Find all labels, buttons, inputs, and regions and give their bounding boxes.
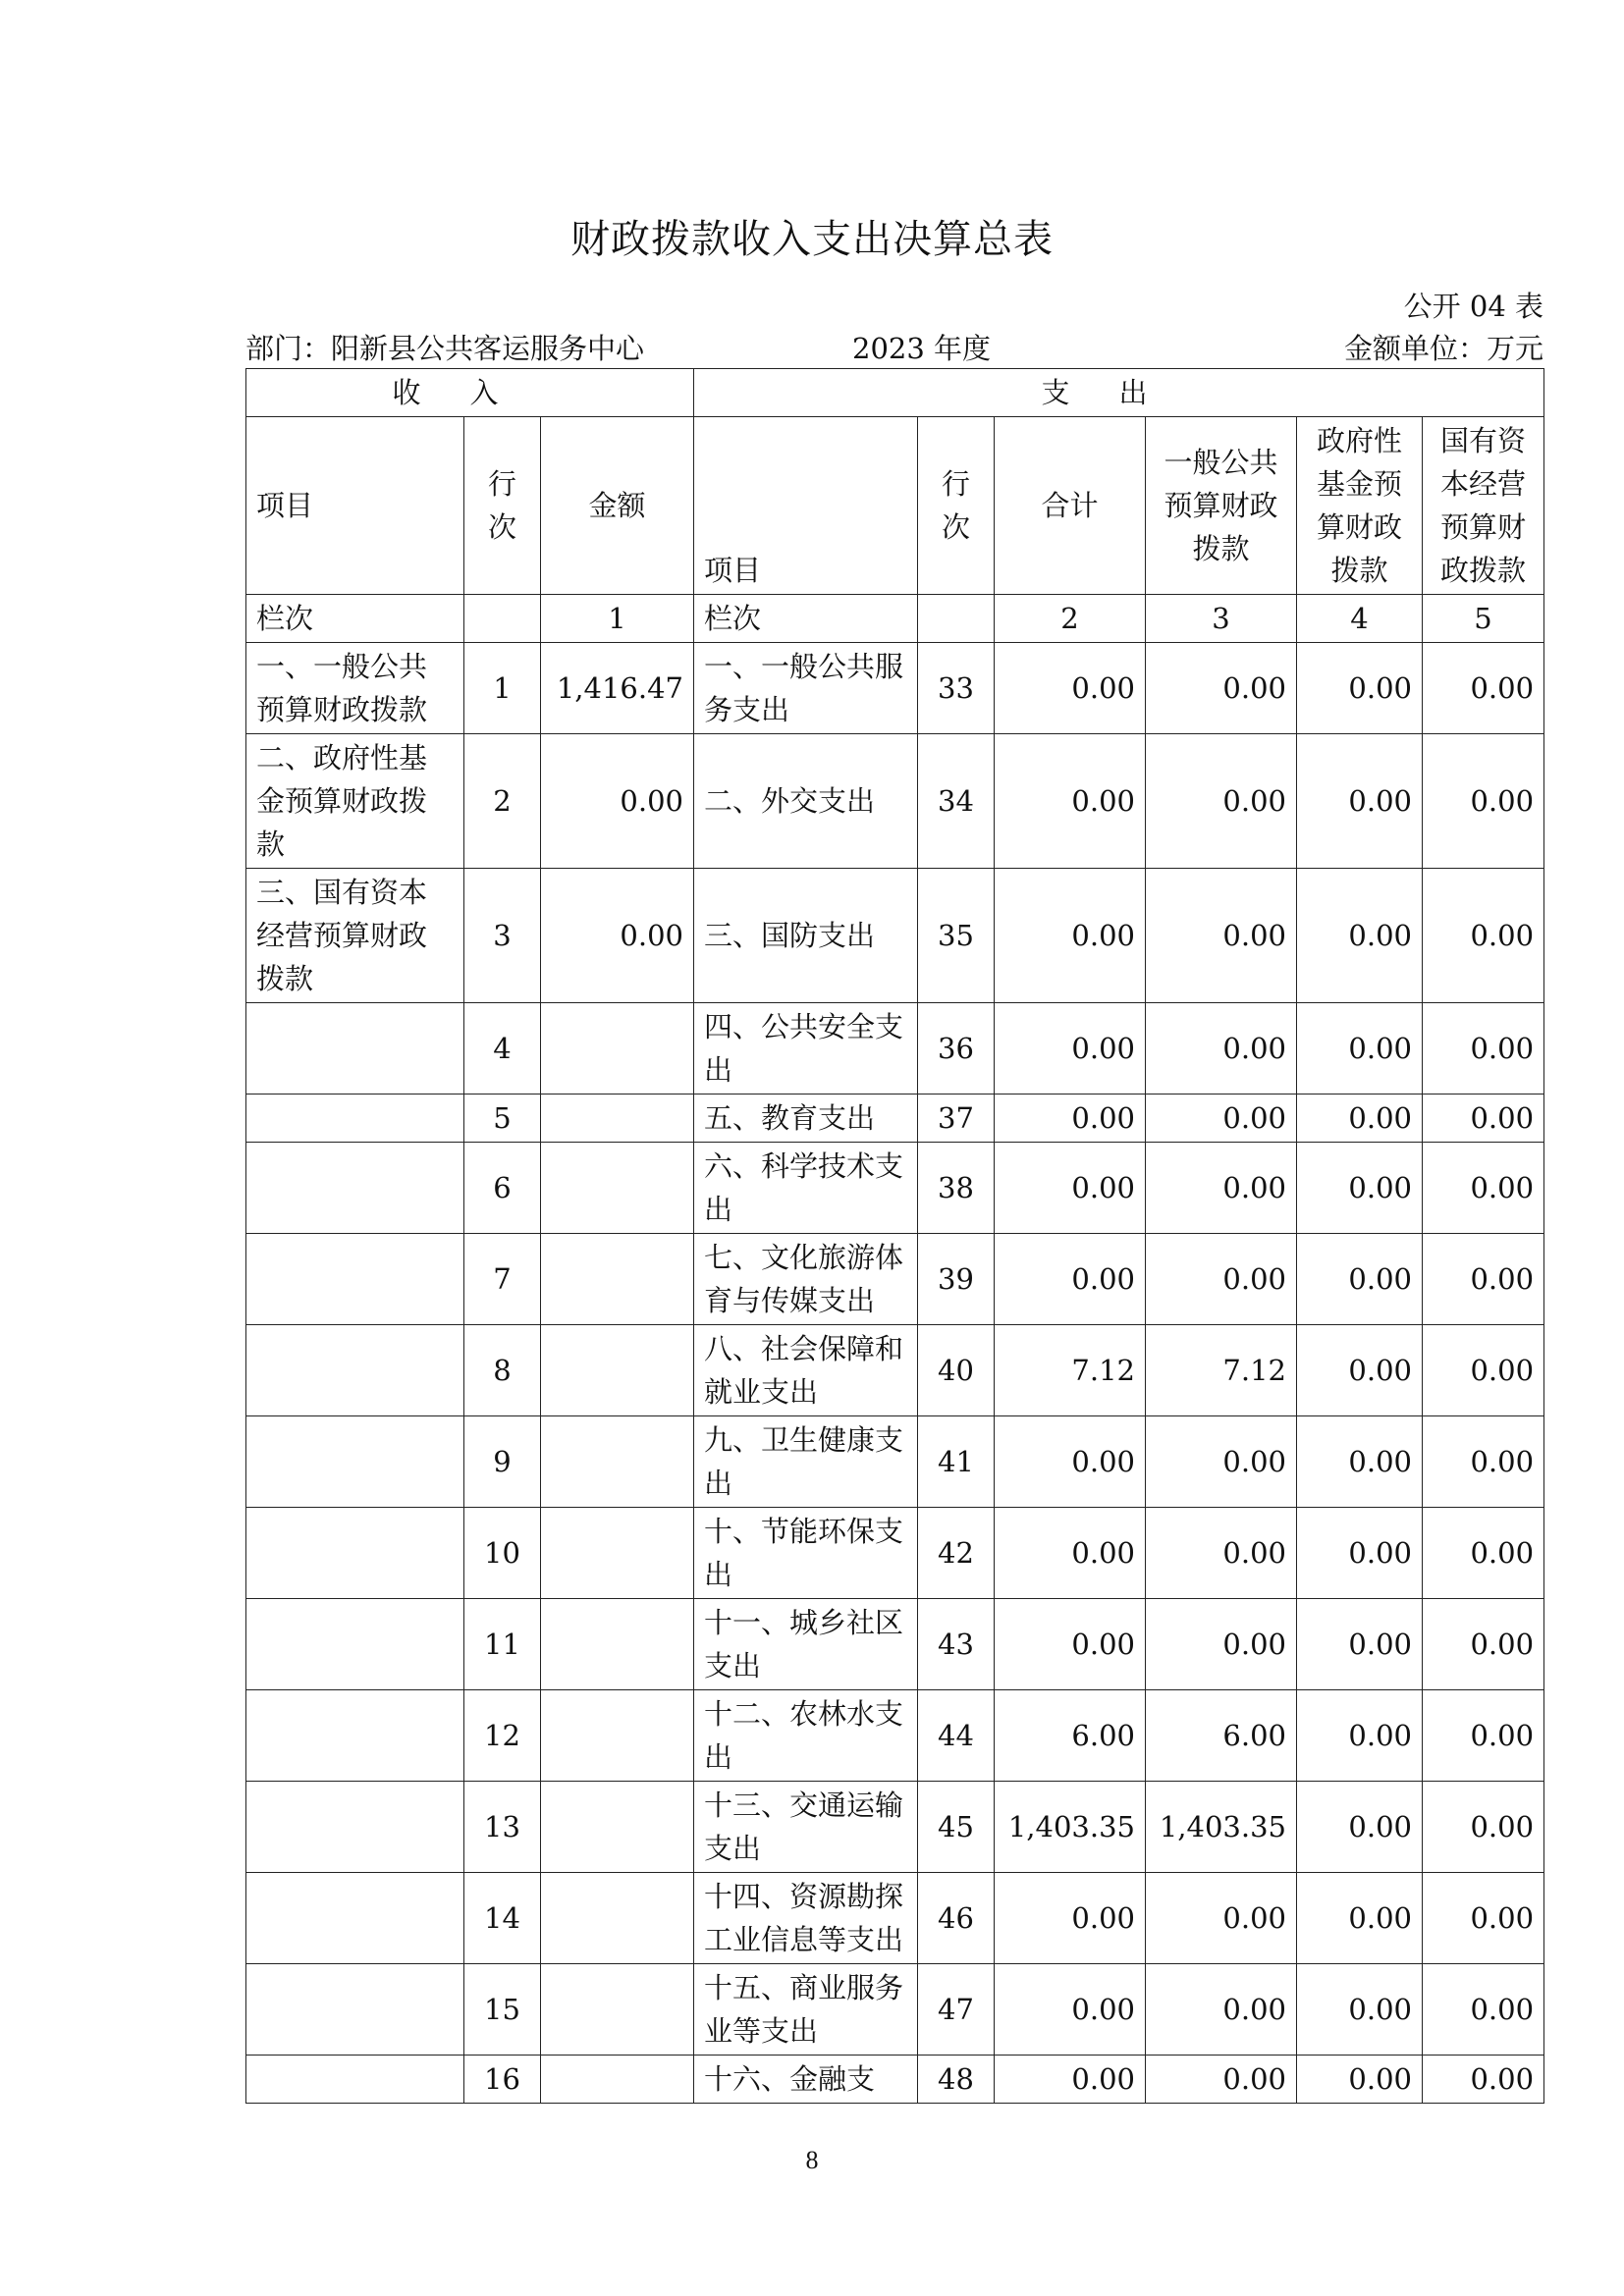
expense-line-cell: 34	[918, 734, 995, 869]
total-cell: 0.00	[995, 1143, 1146, 1234]
general-budget-cell: 6.00	[1146, 1690, 1297, 1782]
page-number: 8	[805, 2146, 819, 2174]
state-capital-cell: 0.00	[1423, 2056, 1544, 2104]
income-line-cell: 9	[464, 1416, 541, 1508]
expense-line-cell: 48	[918, 2056, 995, 2104]
expense-line-cell: 36	[918, 1003, 995, 1095]
general-budget-cell: 0.00	[1146, 1234, 1297, 1325]
general-budget-cell: 0.00	[1146, 1143, 1297, 1234]
expense-item-cell: 十三、交通运输支出	[694, 1782, 918, 1873]
gov-fund-cell: 0.00	[1297, 869, 1423, 1003]
income-amount-cell	[541, 1782, 694, 1873]
income-amount-cell	[541, 1003, 694, 1095]
form-number: 公开 04 表	[1403, 290, 1543, 323]
expense-line-cell: 37	[918, 1095, 995, 1143]
state-capital-cell: 0.00	[1423, 1325, 1544, 1416]
state-capital-header: 国有资本经营预算财政拨款	[1423, 417, 1544, 595]
expense-line-cell: 45	[918, 1782, 995, 1873]
expense-item-cell: 五、教育支出	[694, 1095, 918, 1143]
expense-section-header: 支出	[694, 369, 1544, 417]
income-item-cell	[246, 1873, 464, 1964]
income-amount-cell	[541, 1599, 694, 1690]
expense-item-cell: 一、一般公共服务支出	[694, 643, 918, 734]
income-line-col-number	[464, 595, 541, 643]
table-row	[246, 1003, 1544, 1095]
year-label: 2023 年度	[852, 332, 992, 365]
gov-fund-cell: 0.00	[1297, 1964, 1423, 2056]
table-row	[246, 1325, 1544, 1416]
general-budget-cell: 0.00	[1146, 1964, 1297, 2056]
income-amount-cell	[541, 1416, 694, 1508]
income-column-label: 栏次	[246, 595, 464, 643]
gov-fund-cell: 0.00	[1297, 1003, 1423, 1095]
table-row	[246, 1690, 1544, 1782]
total-cell: 0.00	[995, 1416, 1146, 1508]
total-cell: 7.12	[995, 1325, 1146, 1416]
state-capital-cell: 0.00	[1423, 734, 1544, 869]
general-budget-cell: 0.00	[1146, 1095, 1297, 1143]
table-row	[246, 2056, 1544, 2104]
general-budget-cell: 0.00	[1146, 734, 1297, 869]
general-budget-cell: 0.00	[1146, 1416, 1297, 1508]
income-item-cell	[246, 1325, 464, 1416]
income-amount-cell	[541, 1095, 694, 1143]
column-header-row	[246, 417, 1544, 595]
department-label: 部门：阳新县公共客运服务中心	[245, 332, 645, 365]
income-amount-cell	[541, 1143, 694, 1234]
gov-fund-cell: 0.00	[1297, 1416, 1423, 1508]
income-item-cell	[246, 1143, 464, 1234]
expense-line-cell: 35	[918, 869, 995, 1003]
expense-line-cell: 47	[918, 1964, 995, 2056]
gov-fund-cell: 0.00	[1297, 1095, 1423, 1143]
table-row	[246, 1095, 1544, 1143]
income-line-cell: 10	[464, 1508, 541, 1599]
income-line-cell: 13	[464, 1782, 541, 1873]
table-row	[246, 643, 1544, 734]
income-item-cell: 三、国有资本经营预算财政拨款	[246, 869, 464, 1003]
income-line-cell: 16	[464, 2056, 541, 2104]
state-capital-cell: 0.00	[1423, 1599, 1544, 1690]
income-item-cell	[246, 1599, 464, 1690]
general-budget-cell: 7.12	[1146, 1325, 1297, 1416]
expense-item-cell: 十二、农林水支出	[694, 1690, 918, 1782]
expense-item-cell: 九、卫生健康支出	[694, 1416, 918, 1508]
expense-item-cell: 十、节能环保支出	[694, 1508, 918, 1599]
income-line-cell: 7	[464, 1234, 541, 1325]
income-item-cell	[246, 1416, 464, 1508]
state-capital-col-number: 5	[1423, 595, 1544, 643]
state-capital-cell: 0.00	[1423, 1964, 1544, 2056]
gov-fund-cell: 0.00	[1297, 1325, 1423, 1416]
income-item-cell	[246, 1095, 464, 1143]
income-line-cell: 2	[464, 734, 541, 869]
general-budget-cell: 0.00	[1146, 2056, 1297, 2104]
state-capital-cell: 0.00	[1423, 1143, 1544, 1234]
gov-fund-cell: 0.00	[1297, 1143, 1423, 1234]
expense-item-cell: 二、外交支出	[694, 734, 918, 869]
table-row	[246, 1416, 1544, 1508]
state-capital-cell: 0.00	[1423, 1690, 1544, 1782]
expense-item-cell: 六、科学技术支出	[694, 1143, 918, 1234]
income-item-cell	[246, 1234, 464, 1325]
total-cell: 0.00	[995, 1003, 1146, 1095]
total-cell: 0.00	[995, 869, 1146, 1003]
gov-fund-cell: 0.00	[1297, 1508, 1423, 1599]
table-row	[246, 1234, 1544, 1325]
total-cell: 0.00	[995, 1873, 1146, 1964]
expense-column-label: 栏次	[694, 595, 918, 643]
expense-line-header: 行次	[918, 417, 995, 595]
total-cell: 0.00	[995, 643, 1146, 734]
expense-item-cell: 七、文化旅游体育与传媒支出	[694, 1234, 918, 1325]
expense-line-cell: 39	[918, 1234, 995, 1325]
expense-item-cell: 八、社会保障和就业支出	[694, 1325, 918, 1416]
income-amount-cell	[541, 1964, 694, 2056]
gov-fund-cell: 0.00	[1297, 1599, 1423, 1690]
income-line-cell: 6	[464, 1143, 541, 1234]
expense-item-header: 项目	[694, 417, 918, 595]
income-line-cell: 5	[464, 1095, 541, 1143]
table-row	[246, 1782, 1544, 1873]
expense-line-cell: 40	[918, 1325, 995, 1416]
expense-line-cell: 33	[918, 643, 995, 734]
page-title: 财政拨款收入支出决算总表	[570, 217, 1054, 262]
table-row	[246, 1508, 1544, 1599]
expense-item-cell: 十四、资源勘探工业信息等支出	[694, 1873, 918, 1964]
income-line-cell: 4	[464, 1003, 541, 1095]
gov-fund-cell: 0.00	[1297, 2056, 1423, 2104]
table-row	[246, 1873, 1544, 1964]
expense-item-cell: 十五、商业服务业等支出	[694, 1964, 918, 2056]
general-budget-cell: 0.00	[1146, 643, 1297, 734]
gov-fund-cell: 0.00	[1297, 1234, 1423, 1325]
income-amount-cell: 1,416.47	[541, 643, 694, 734]
general-budget-cell: 0.00	[1146, 869, 1297, 1003]
general-budget-cell: 0.00	[1146, 1599, 1297, 1690]
total-cell: 1,403.35	[995, 1782, 1146, 1873]
income-line-cell: 3	[464, 869, 541, 1003]
table-row	[246, 1599, 1544, 1690]
income-amount-col-number: 1	[541, 595, 694, 643]
gov-fund-cell: 0.00	[1297, 643, 1423, 734]
general-budget-cell: 0.00	[1146, 1003, 1297, 1095]
expense-item-cell: 十六、金融支	[694, 2056, 918, 2104]
section-header-row	[246, 369, 1544, 417]
table-row	[246, 1964, 1544, 2056]
income-item-cell	[246, 1003, 464, 1095]
income-item-cell	[246, 2056, 464, 2104]
expense-line-cell: 44	[918, 1690, 995, 1782]
income-line-cell: 8	[464, 1325, 541, 1416]
general-budget-cell: 1,403.35	[1146, 1782, 1297, 1873]
income-item-cell: 一、一般公共预算财政拨款	[246, 643, 464, 734]
general-budget-cell: 0.00	[1146, 1508, 1297, 1599]
income-item-cell	[246, 1508, 464, 1599]
income-line-cell: 14	[464, 1873, 541, 1964]
state-capital-cell: 0.00	[1423, 1003, 1544, 1095]
total-cell: 0.00	[995, 1095, 1146, 1143]
income-item-cell: 二、政府性基金预算财政拨款	[246, 734, 464, 869]
general-col-number: 3	[1146, 595, 1297, 643]
income-item-cell	[246, 1782, 464, 1873]
total-cell: 0.00	[995, 1964, 1146, 2056]
column-number-row	[246, 595, 1544, 643]
income-amount-cell	[541, 2056, 694, 2104]
total-header: 合计	[995, 417, 1146, 595]
expense-item-cell: 四、公共安全支出	[694, 1003, 918, 1095]
total-cell: 0.00	[995, 734, 1146, 869]
state-capital-cell: 0.00	[1423, 643, 1544, 734]
total-cell: 0.00	[995, 1508, 1146, 1599]
table-row	[246, 869, 1544, 1003]
gov-fund-cell: 0.00	[1297, 1782, 1423, 1873]
general-budget-cell: 0.00	[1146, 1873, 1297, 1964]
state-capital-cell: 0.00	[1423, 1416, 1544, 1508]
income-amount-cell	[541, 1325, 694, 1416]
income-item-cell	[246, 1690, 464, 1782]
total-cell: 0.00	[995, 1599, 1146, 1690]
income-amount-cell	[541, 1508, 694, 1599]
state-capital-cell: 0.00	[1423, 1508, 1544, 1599]
gov-fund-cell: 0.00	[1297, 1690, 1423, 1782]
expense-line-cell: 42	[918, 1508, 995, 1599]
income-amount-cell	[541, 1873, 694, 1964]
income-line-cell: 11	[464, 1599, 541, 1690]
gov-fund-header: 政府性基金预算财政拨款	[1297, 417, 1423, 595]
income-section-header: 收入	[246, 369, 694, 417]
gov-fund-cell: 0.00	[1297, 1873, 1423, 1964]
income-amount-cell: 0.00	[541, 869, 694, 1003]
expense-line-col-number	[918, 595, 995, 643]
gov-fund-col-number: 4	[1297, 595, 1423, 643]
income-line-cell: 1	[464, 643, 541, 734]
expense-line-cell: 41	[918, 1416, 995, 1508]
income-amount-cell	[541, 1234, 694, 1325]
income-item-header: 项目	[246, 417, 464, 595]
income-line-header: 行次	[464, 417, 541, 595]
state-capital-cell: 0.00	[1423, 1095, 1544, 1143]
income-amount-cell: 0.00	[541, 734, 694, 869]
state-capital-cell: 0.00	[1423, 1782, 1544, 1873]
budget-table	[245, 368, 1544, 2104]
gov-fund-cell: 0.00	[1297, 734, 1423, 869]
income-line-cell: 15	[464, 1964, 541, 2056]
income-item-cell	[246, 1964, 464, 2056]
table-row	[246, 734, 1544, 869]
total-cell: 0.00	[995, 1234, 1146, 1325]
expense-item-cell: 三、国防支出	[694, 869, 918, 1003]
expense-item-cell: 十一、城乡社区支出	[694, 1599, 918, 1690]
income-amount-header: 金额	[541, 417, 694, 595]
income-amount-cell	[541, 1690, 694, 1782]
table-row	[246, 1143, 1544, 1234]
total-col-number: 2	[995, 595, 1146, 643]
state-capital-cell: 0.00	[1423, 869, 1544, 1003]
unit-label: 金额单位：万元	[1343, 332, 1543, 365]
expense-line-cell: 43	[918, 1599, 995, 1690]
income-line-cell: 12	[464, 1690, 541, 1782]
total-cell: 0.00	[995, 2056, 1146, 2104]
expense-line-cell: 38	[918, 1143, 995, 1234]
total-cell: 6.00	[995, 1690, 1146, 1782]
general-budget-header: 一般公共预算财政拨款	[1146, 417, 1297, 595]
state-capital-cell: 0.00	[1423, 1234, 1544, 1325]
state-capital-cell: 0.00	[1423, 1873, 1544, 1964]
expense-line-cell: 46	[918, 1873, 995, 1964]
